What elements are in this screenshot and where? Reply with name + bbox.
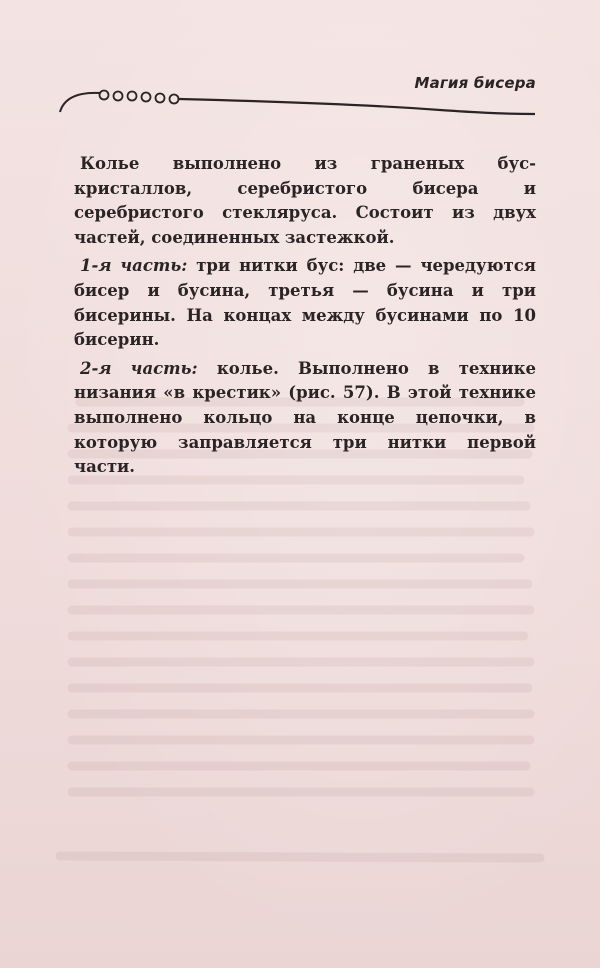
body-text <box>74 152 536 484</box>
part-2-text: колье. Выполнено в технике низания «в крестик» (рис. 57). В этой технике выполнено кольцо на конце цепочки, в которую заправляется три нитки первой части. <box>74 358 536 477</box>
running-header-title: Магия бисера <box>414 74 536 92</box>
header-ornament <box>0 0 600 140</box>
paragraph-part-2 <box>74 357 536 480</box>
bead-icon <box>170 95 179 104</box>
bead-icon <box>142 93 151 102</box>
bead-icon <box>156 94 165 103</box>
part-1-text: три нитки бус: две — чередуются бисер и бусина, третья — бусина и три бисерины. На концах между бусинами по 10 бисерин. <box>74 256 536 350</box>
paragraph-intro: Колье выполнено из граненых бус-кристаллов, серебристого бисера и серебристого стекляруса. Состоит из двух частей, соединенных застежкой. <box>74 154 536 247</box>
paragraph-part-1 <box>74 254 536 352</box>
bead-icon <box>114 92 123 101</box>
part-2-label: 2-я часть: <box>80 358 198 378</box>
part-1-label: 1-я часть: <box>80 256 188 276</box>
bead-icon <box>128 92 137 101</box>
ornament-line <box>179 99 535 114</box>
ornament-curl <box>60 93 100 112</box>
bead-icon <box>100 91 109 100</box>
